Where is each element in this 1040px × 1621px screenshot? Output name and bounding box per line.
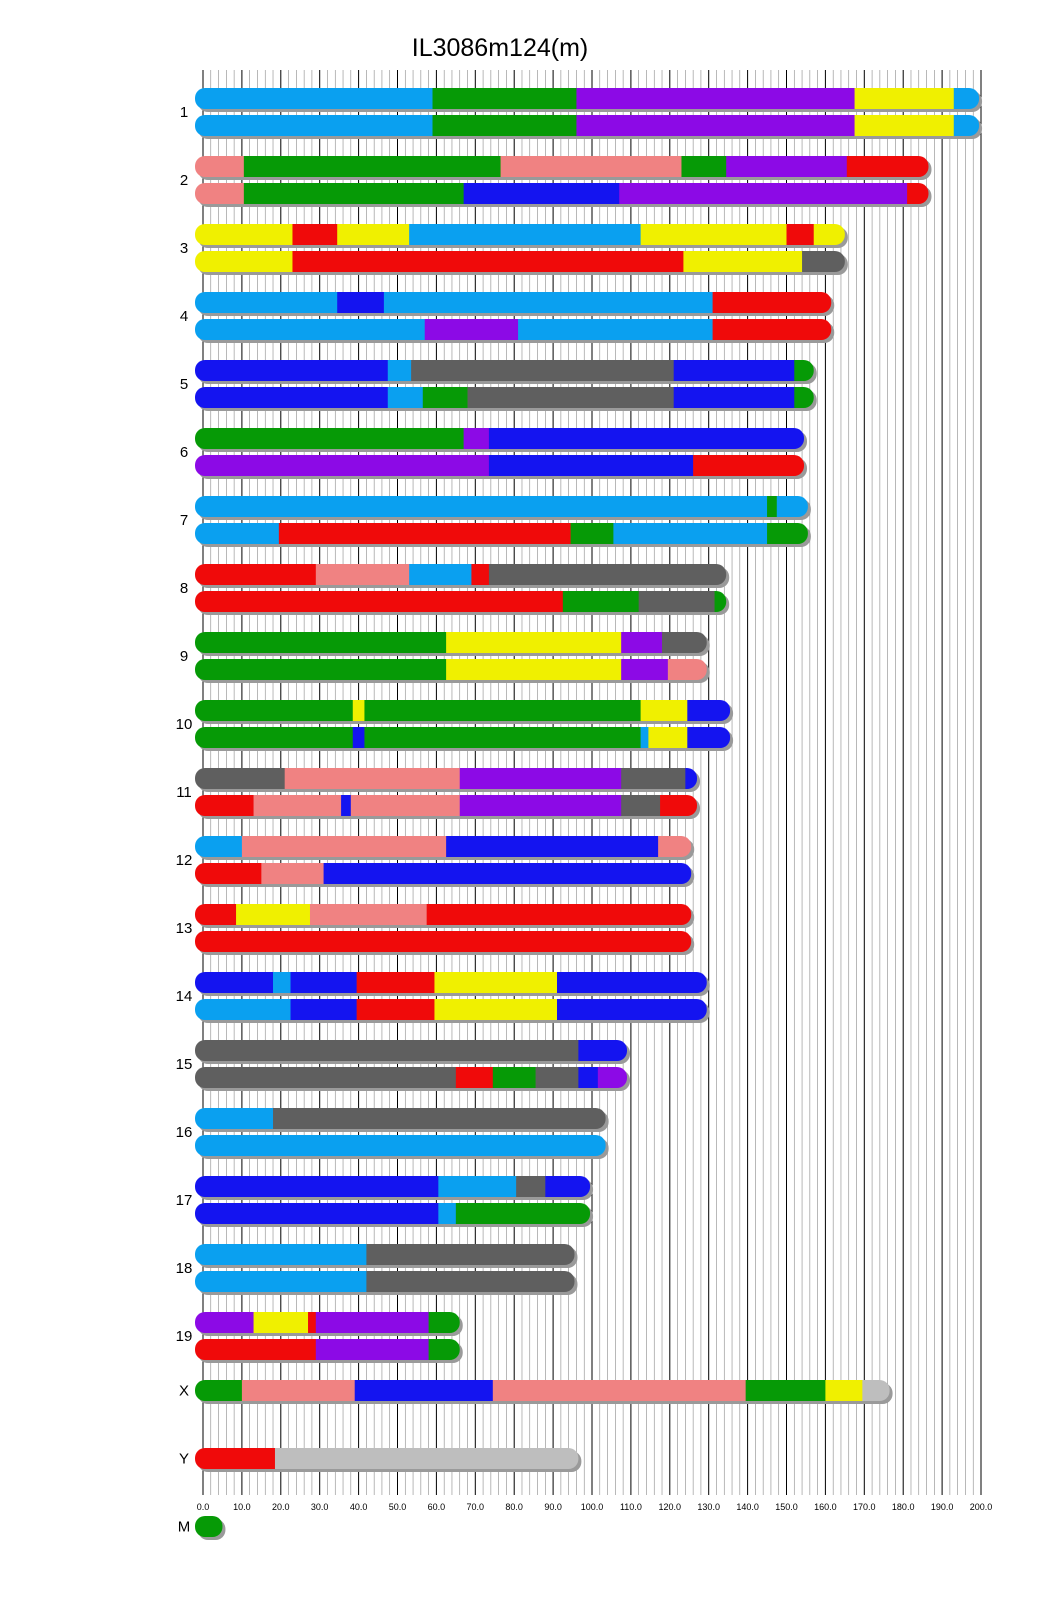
haplotype-segment (855, 88, 954, 109)
haplotype-segment (195, 1380, 242, 1401)
haplotype-bar (195, 1244, 577, 1268)
haplotype-segment (242, 1380, 355, 1401)
haplotype-bar (195, 931, 694, 955)
haplotype-segment (557, 972, 707, 993)
haplotype-segment (814, 224, 845, 245)
haplotype-segment (292, 251, 683, 272)
haplotype-segment (648, 727, 687, 748)
x-tick-label: 50.0 (388, 1502, 407, 1512)
x-tick-label: 200.0 (969, 1502, 993, 1512)
haplotype-segment (668, 659, 707, 680)
chromosome-label: 4 (179, 308, 189, 325)
haplotype-segment (641, 727, 649, 748)
haplotype-segment (366, 1244, 574, 1265)
haplotype-segment (244, 156, 501, 177)
haplotype-segment (195, 727, 353, 748)
haplotype-segment (598, 1067, 627, 1088)
haplotype-segment (767, 523, 808, 544)
haplotype-bar (195, 523, 811, 547)
haplotype-segment (658, 836, 691, 857)
x-tick-label: 170.0 (853, 1502, 876, 1512)
haplotype-bar (195, 1271, 577, 1295)
chromosome-labels (176, 104, 193, 1536)
haplotype-segment (195, 1067, 456, 1088)
haplotype-segment (388, 360, 412, 381)
haplotype-segment (621, 768, 685, 789)
haplotype-segment (195, 632, 446, 653)
haplotype-segment (438, 1176, 516, 1197)
haplotype-segment (195, 1203, 439, 1224)
haplotype-segment (357, 972, 435, 993)
haplotype-segment (366, 1271, 574, 1292)
haplotype-segment (261, 863, 324, 884)
haplotype-segment (471, 564, 489, 585)
haplotype-bar (195, 156, 931, 180)
haplotype-segment (337, 292, 384, 313)
haplotype-bar (195, 455, 807, 479)
haplotype-segment (195, 591, 563, 612)
haplotype-bar (195, 972, 710, 996)
haplotype-segment (388, 387, 423, 408)
haplotype-bar (195, 88, 982, 112)
haplotype-segment (489, 455, 694, 476)
haplotype-segment (438, 1203, 456, 1224)
haplotype-bar (195, 1448, 581, 1472)
haplotype-segment (619, 183, 907, 204)
haplotype-segment (576, 88, 854, 109)
haplotype-segment (713, 292, 832, 313)
x-tick-label: 80.0 (505, 1502, 523, 1512)
haplotype-bar (195, 292, 834, 316)
haplotype-bar (195, 591, 729, 615)
haplotype-segment (195, 455, 489, 476)
haplotype-segment (777, 496, 808, 517)
haplotype-segment (364, 700, 640, 721)
x-tick-label: 190.0 (930, 1502, 954, 1512)
haplotype-segment (195, 659, 446, 680)
chromosome-label: 8 (179, 580, 189, 597)
haplotype-segment (456, 1203, 591, 1224)
haplotype-segment (693, 455, 804, 476)
haplotype-segment (489, 428, 804, 449)
chromosome-label: 16 (175, 1124, 193, 1141)
haplotype-bar (195, 1312, 463, 1336)
haplotype-segment (384, 292, 713, 313)
haplotype-segment (195, 360, 388, 381)
chromosome-label: X (178, 1382, 190, 1400)
haplotype-segment (464, 428, 490, 449)
chromosome-label: 18 (175, 1260, 193, 1277)
haplotype-bar (195, 1516, 225, 1540)
haplotype-segment (456, 1067, 493, 1088)
haplotype-segment (464, 183, 620, 204)
x-tick-label: 10.0 (233, 1502, 251, 1512)
haplotype-segment (316, 1339, 429, 1360)
haplotype-segment (468, 387, 674, 408)
haplotype-bar (195, 1176, 593, 1200)
haplotype-segment (493, 1380, 746, 1401)
chromosome-label: 3 (179, 240, 189, 257)
haplotype-segment (446, 836, 658, 857)
haplotype-segment (621, 659, 668, 680)
x-axis (197, 1502, 993, 1512)
haplotype-segment (316, 1312, 429, 1333)
x-tick-label: 130.0 (697, 1502, 720, 1512)
haplotype-segment (337, 224, 409, 245)
haplotype-segment (316, 564, 410, 585)
haplotype-segment (195, 224, 293, 245)
haplotype-segment (195, 836, 242, 857)
haplotype-segment (954, 115, 980, 136)
haplotype-segment (355, 1380, 493, 1401)
haplotype-segment (341, 795, 351, 816)
haplotype-segment (825, 1380, 862, 1401)
haplotype-segment (357, 999, 435, 1020)
haplotype-segment (195, 1176, 439, 1197)
haplotype-segment (195, 1516, 223, 1537)
haplotype-segment (308, 1312, 316, 1333)
haplotype-bar (195, 1108, 609, 1132)
haplotype-segment (787, 224, 815, 245)
haplotype-segment (557, 999, 707, 1020)
haplotype-bar (195, 115, 982, 139)
haplotype-bar (195, 1339, 463, 1363)
haplotype-segment (576, 115, 854, 136)
haplotype-bar (195, 727, 733, 751)
haplotype-segment (195, 496, 767, 517)
haplotype-segment (195, 428, 464, 449)
x-tick-label: 120.0 (658, 1502, 682, 1512)
haplotype-bar (195, 904, 694, 928)
haplotype-segment (195, 183, 244, 204)
haplotype-segment (285, 768, 460, 789)
haplotype-segment (621, 795, 660, 816)
haplotype-segment (433, 115, 577, 136)
haplotype-segment (364, 727, 640, 748)
haplotype-segment (195, 904, 236, 925)
haplotype-bar (195, 224, 848, 248)
haplotype-segment (613, 523, 767, 544)
haplotype-bar (195, 1135, 609, 1159)
haplotype-segment (433, 88, 577, 109)
haplotype-segment (195, 292, 338, 313)
haplotype-segment (578, 1040, 627, 1061)
chromosome-label: 9 (179, 648, 189, 665)
haplotype-segment (536, 1067, 579, 1088)
haplotype-segment (847, 156, 929, 177)
chromosome-label: 11 (176, 784, 192, 801)
haplotype-segment (195, 863, 262, 884)
x-tick-label: 160.0 (814, 1502, 837, 1512)
haplotype-bar (195, 768, 700, 792)
haplotype-segment (687, 700, 730, 721)
haplotype-segment (862, 1380, 890, 1401)
haplotype-segment (195, 1312, 254, 1333)
haplotype-segment (662, 632, 707, 653)
haplotype-segment (353, 700, 365, 721)
haplotype-bar (195, 319, 834, 343)
haplotype-segment (571, 523, 614, 544)
x-tick-label: 20.0 (272, 1502, 290, 1512)
haplotype-segment (236, 904, 310, 925)
haplotype-segment (195, 1339, 316, 1360)
haplotype-segment (855, 115, 954, 136)
x-tick-label: 180.0 (891, 1502, 915, 1512)
haplotype-segment (195, 88, 433, 109)
haplotype-segment (713, 319, 832, 340)
haplotype-segment (195, 768, 285, 789)
haplotype-segment (195, 564, 316, 585)
haplotype-segment (195, 1040, 579, 1061)
haplotype-bar (195, 836, 694, 860)
haplotype-segment (641, 224, 787, 245)
haplotype-bar (195, 659, 710, 683)
x-tick-label: 90.0 (544, 1502, 562, 1512)
haplotype-segment (409, 224, 641, 245)
haplotype-segment (195, 387, 388, 408)
x-tick-label: 30.0 (310, 1502, 329, 1512)
haplotype-bar (195, 496, 811, 520)
haplotype-bar (195, 251, 848, 275)
haplotype-segment (767, 496, 777, 517)
x-tick-label: 100.0 (580, 1502, 604, 1512)
haplotype-segment (409, 564, 472, 585)
chromosome-label: 19 (175, 1328, 193, 1345)
haplotype-segment (660, 795, 697, 816)
haplotype-segment (324, 863, 692, 884)
haplotype-bar (195, 564, 729, 588)
haplotype-segment (493, 1067, 536, 1088)
haplotype-segment (425, 319, 519, 340)
haplotype-segment (434, 972, 557, 993)
chromosome-label: 6 (179, 444, 189, 461)
x-tick-label: 60.0 (427, 1502, 446, 1512)
haplotype-segment (254, 795, 342, 816)
haplotype-segment (273, 972, 291, 993)
haplotype-segment (273, 1108, 606, 1129)
haplotype-segment (279, 523, 571, 544)
haplotype-segment (195, 115, 433, 136)
chromosome-label: 10 (175, 716, 193, 733)
haplotype-segment (429, 1312, 460, 1333)
haplotype-bar (195, 632, 710, 656)
haplotype-segment (195, 1271, 367, 1292)
haplotype-segment (545, 1176, 590, 1197)
haplotype-segment (195, 999, 291, 1020)
haplotype-segment (195, 156, 244, 177)
haplotype-bar (195, 1203, 593, 1227)
haplotype-segment (423, 387, 468, 408)
haplotype-segment (518, 319, 713, 340)
haplotype-segment (489, 564, 727, 585)
x-tick-label: 140.0 (736, 1502, 759, 1512)
haplotype-segment (907, 183, 929, 204)
haplotype-segment (674, 360, 795, 381)
chromosome-label: 7 (179, 512, 189, 529)
haplotype-bar (195, 1380, 893, 1404)
haplotype-segment (195, 1244, 367, 1265)
chart-title: IL3086m124(m) (411, 34, 589, 62)
haplotype-segment (501, 156, 682, 177)
chromosome-label: 5 (179, 376, 189, 393)
haplotype-bar (195, 999, 710, 1023)
chromosome-label: 14 (175, 988, 193, 1005)
haplotype-segment (746, 1380, 826, 1401)
haplotype-bar (195, 428, 807, 452)
haplotype-segment (802, 251, 845, 272)
haplotype-segment (195, 523, 279, 544)
haplotype-bar (195, 360, 817, 384)
chromosome-label: 13 (175, 920, 193, 937)
haplotype-segment (292, 224, 337, 245)
haplotype-segment (460, 795, 622, 816)
haplotype-segment (310, 904, 427, 925)
haplotype-segment (254, 1312, 309, 1333)
haplotype-segment (681, 156, 726, 177)
haplotype-segment (641, 700, 688, 721)
haplotype-segment (446, 659, 621, 680)
chromosome-label: 2 (179, 172, 189, 189)
chromosome-label: Y (178, 1450, 190, 1468)
haplotype-segment (674, 387, 795, 408)
haplotype-segment (427, 904, 692, 925)
haplotype-segment (195, 319, 425, 340)
haplotype-bar (195, 387, 817, 411)
haplotype-bar (195, 1040, 630, 1064)
chromosome-label: 1 (179, 104, 189, 121)
haplotype-segment (291, 972, 357, 993)
x-tick-label: 70.0 (466, 1502, 485, 1512)
chromosome-label: 17 (175, 1192, 193, 1209)
haplotype-segment (687, 727, 730, 748)
haplotype-segment (195, 1108, 273, 1129)
haplotype-segment (195, 700, 353, 721)
haplotype-segment (563, 591, 639, 612)
chromosome-label: 12 (175, 852, 193, 869)
haplotype-segment (621, 632, 662, 653)
chromosome-label: M (177, 1518, 191, 1536)
x-tick-label: 150.0 (775, 1502, 798, 1512)
haplotype-segment (516, 1176, 545, 1197)
haplotype-segment (578, 1067, 598, 1088)
chromosome-label: 15 (175, 1056, 193, 1073)
haplotype-segment (434, 999, 557, 1020)
haplotype-segment (242, 836, 447, 857)
haplotype-bar (195, 183, 931, 207)
haplotype-bar (195, 1067, 630, 1091)
haplotype-segment (639, 591, 715, 612)
haplotype-segment (429, 1339, 460, 1360)
haplotype-segment (460, 768, 622, 789)
haplotype-bar (195, 795, 700, 819)
haplotype-segment (351, 795, 460, 816)
haplotype-segment (195, 931, 691, 952)
haplotype-segment (446, 632, 621, 653)
haplotype-segment (291, 999, 357, 1020)
haplotype-segment (954, 88, 980, 109)
haplotype-segment (244, 183, 464, 204)
x-tick-label: 110.0 (619, 1502, 642, 1512)
haplotype-segment (275, 1448, 579, 1469)
haplotype-segment (195, 972, 273, 993)
haplotype-bar (195, 863, 694, 887)
haplotype-segment (411, 360, 674, 381)
haplotype-segment (195, 1448, 275, 1469)
x-tick-label: 40.0 (349, 1502, 368, 1512)
haplotype-segment (195, 795, 254, 816)
haplotype-segment (195, 1135, 606, 1156)
x-tick-label: 0.0 (196, 1502, 210, 1512)
haplotype-segment (195, 251, 293, 272)
haplotype-segment (726, 156, 847, 177)
haplotype-bar (195, 700, 733, 724)
haplotype-segment (353, 727, 365, 748)
haplotype-segment (683, 251, 802, 272)
